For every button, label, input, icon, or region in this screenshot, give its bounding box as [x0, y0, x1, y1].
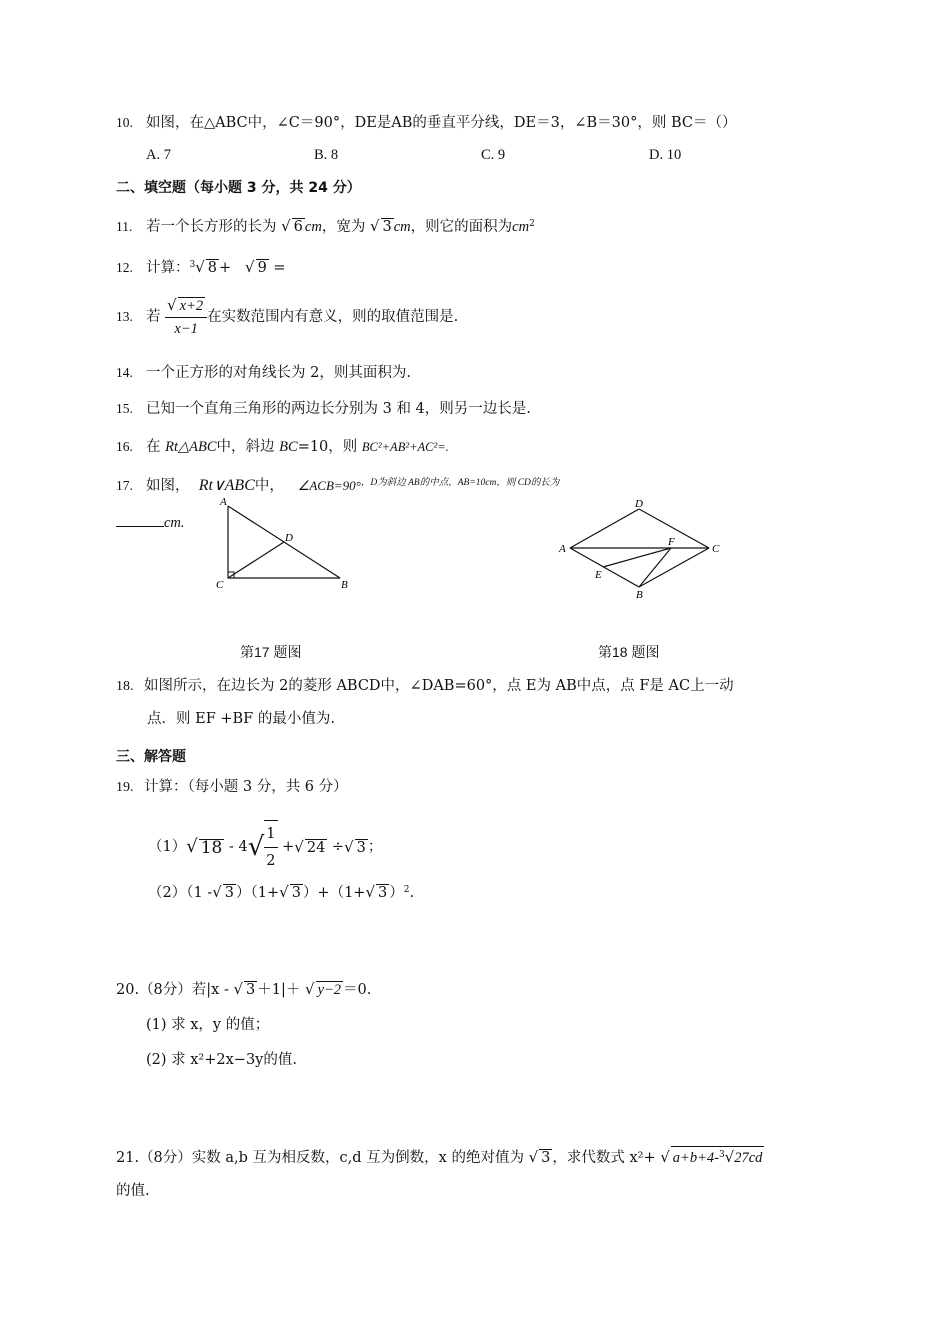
radicand: 3 [541, 1150, 551, 1166]
radicand: 3 [382, 219, 392, 235]
question-number: 10. [116, 115, 133, 130]
question-16 [116, 437, 449, 457]
fig17-label-a: A [220, 496, 227, 508]
question-12: 12. 计算：$^3$√ 8 + √ 9 = [116, 258, 286, 276]
unit: cm [512, 219, 530, 235]
question-number: 19. [116, 780, 134, 795]
question-18 [116, 676, 734, 697]
question-10 [116, 113, 737, 133]
question-number: 14. [116, 365, 133, 380]
figure-17 [210, 494, 360, 594]
expression: ）+（1+ [302, 885, 366, 901]
denominator: x−1 [174, 321, 198, 337]
exponent: 2 [403, 885, 410, 895]
question-20: 20.（8分）若|x - √ 3 ＋1|＋ √ y−2 ＝0. [116, 980, 372, 998]
radicand: 3 [378, 885, 388, 901]
section-heading-solutions: 三、解答题 [116, 749, 186, 765]
operator: + [277, 839, 295, 855]
question-19-part-2: （2）（1 -√ 3 ）（1+√ 3 ）+（1+√ 3 ）$^2$. [148, 883, 415, 901]
numerator: 1 [264, 821, 277, 848]
question-text: 计算：（每小题 3 分，共 6 分） [144, 779, 348, 795]
question-number: 21. [116, 1150, 140, 1166]
option-b: B. 8 [314, 147, 339, 163]
question-number: 12. [116, 260, 133, 275]
radicand: 18 [200, 837, 223, 858]
radicand: 9 [257, 260, 267, 276]
numerator: x+2 [179, 298, 204, 314]
option-a: A. 7 [146, 147, 171, 163]
question-17 [116, 473, 559, 496]
question-11: 11. 若一个长方形的长为 √ 6 cm，宽为 √ 3 cm，则它的面积为$cm^2$ [116, 217, 535, 235]
fig17-label-d: D [285, 532, 293, 544]
question-text: 在实数范围内有意义，则的取值范围是. [207, 309, 459, 325]
question-number: 15. [116, 401, 133, 416]
root-index: 3 [718, 1150, 725, 1160]
radicand: 6 [293, 219, 303, 235]
unit: cm. [164, 515, 185, 531]
radicand: 3 [356, 839, 366, 856]
unit: cm [393, 219, 411, 235]
fig18-label-a: A [559, 543, 566, 555]
question-number: 11. [116, 219, 133, 234]
expression: BC²+AB²+AC²=. [361, 440, 449, 454]
unit: cm [304, 219, 322, 235]
operator: ÷ [327, 839, 345, 855]
radicand: 8 [207, 260, 218, 276]
question-14 [116, 363, 411, 383]
question-number: 18. [116, 679, 134, 694]
radicand: 24 [306, 839, 326, 856]
question-text: 中，斜边 [216, 439, 280, 455]
fig17-label-c: C [216, 579, 224, 591]
fig18-label-e: E [595, 569, 602, 581]
question-text: ，则它的面积为 [410, 219, 513, 235]
question-text: 已知一个直角三角形的两边长分别为 3 和 4，则另一边长是. [146, 401, 531, 417]
question-text: （8分）若|x - [139, 982, 234, 998]
angle-label: ∠ACB=90° [297, 478, 361, 493]
question-text: 如图所示，在边长为 2的菱形 ABCD中，∠DAB=60°，点 E为 AB中点，点 F是 AC上一动 [144, 678, 734, 694]
question-21-line2: 的值. [116, 1183, 150, 1199]
part-label: （1） [148, 839, 187, 855]
figure-18-caption: 第18 题图 [598, 644, 660, 660]
question-number: 16. [116, 439, 133, 454]
figure-18 [555, 496, 730, 600]
root-index: 3 [189, 260, 196, 270]
question-19 [116, 777, 348, 798]
question-text: =10，则 [297, 439, 362, 455]
question-15 [116, 399, 531, 419]
radicand: 3 [246, 982, 256, 998]
fig18-label-b: B [636, 589, 643, 600]
triangle-label: Rt△ABC [165, 439, 217, 455]
question-text: 如图，在△ABC中，∠C＝90°，DE是AB的垂直平分线，DE＝3，∠B＝30°，则 BC＝（） [146, 115, 737, 131]
question-text: 在 [146, 439, 166, 455]
radicand: 27cd [734, 1150, 763, 1166]
part-label: （2）（1 - [148, 885, 213, 901]
expression: ）（1+ [236, 885, 280, 901]
question-13 [116, 294, 458, 340]
question-text: ，求代数式 x²+ [552, 1150, 661, 1166]
question-number: 13. [116, 309, 133, 324]
radicand: y−2 [317, 982, 342, 998]
question-18-line2: 点．则 EF +BF 的最小值为. [147, 711, 335, 727]
question-20-sub-1: (1) 求 x，y 的值； [146, 1017, 270, 1033]
fraction [264, 820, 277, 874]
figure-17-caption: 第17 题图 [240, 644, 302, 660]
fig17-label-b: B [341, 579, 348, 591]
question-17-answer-line [116, 512, 185, 533]
question-number: 20. [116, 982, 140, 998]
question-text: 中， [254, 478, 284, 494]
fraction: $\frac{√ x+2}{x-1}$ [165, 294, 207, 340]
question-text: 若一个长方形的长为 [146, 219, 282, 235]
question-text: ＝0. [343, 982, 372, 998]
operator: - 4 [224, 839, 248, 855]
answer-blank [116, 512, 164, 527]
expression: ） [389, 885, 404, 901]
fig18-label-f: F [668, 536, 675, 548]
question-text: （8分）实数 a,b 互为相反数，c,d 互为倒数，x 的绝对值为 [139, 1150, 529, 1166]
question-text: ＋1|＋ [257, 982, 305, 998]
section-heading-fill-blank: 二、填空题（每小题 3 分，共 24 分） [116, 180, 361, 196]
punctuation: . [409, 885, 415, 901]
radicand: 3 [291, 885, 301, 901]
triangle-label: Rt∨ABC [198, 477, 255, 494]
question-text: 一个正方形的对角线长为 2，则其面积为. [146, 365, 411, 381]
question-20-sub-2: (2) 求 x²+2x−3y的值. [146, 1052, 297, 1068]
question-text: 如图， [146, 478, 190, 494]
question-21: 21.（8分）实数 a,b 互为相反数，c,d 互为倒数，x 的绝对值为 √ 3 ，求代数式 x²+ √ a+b+4-$^3$√27cd [116, 1148, 763, 1166]
fig18-label-c: C [712, 543, 720, 555]
radicand: 3 [224, 885, 235, 901]
denominator: 2 [266, 853, 276, 869]
question-text: 若 [146, 309, 166, 325]
question-text: = [268, 260, 286, 276]
option-d: D. 10 [649, 147, 682, 163]
exponent: 2 [529, 219, 535, 229]
operator: + [219, 260, 232, 276]
question-text: ，宽为 [321, 219, 370, 235]
option-c: C. 9 [481, 147, 506, 163]
fig18-label-d: D [635, 498, 643, 510]
segment-label: BC [279, 439, 298, 455]
question-text: 计算： [146, 260, 190, 276]
punctuation: ； [367, 839, 383, 855]
question-number: 17. [116, 478, 133, 493]
question-19-part-1: （1）√ 18 - 4√ $\frac{1}{2}$ +√ 24 ÷√ 3 ； [148, 820, 382, 874]
question-text-small: ，D为斜边 AB的中点，AB=10cm，则 CD的长为 [360, 478, 560, 488]
radicand: a+b+4- [672, 1150, 719, 1166]
